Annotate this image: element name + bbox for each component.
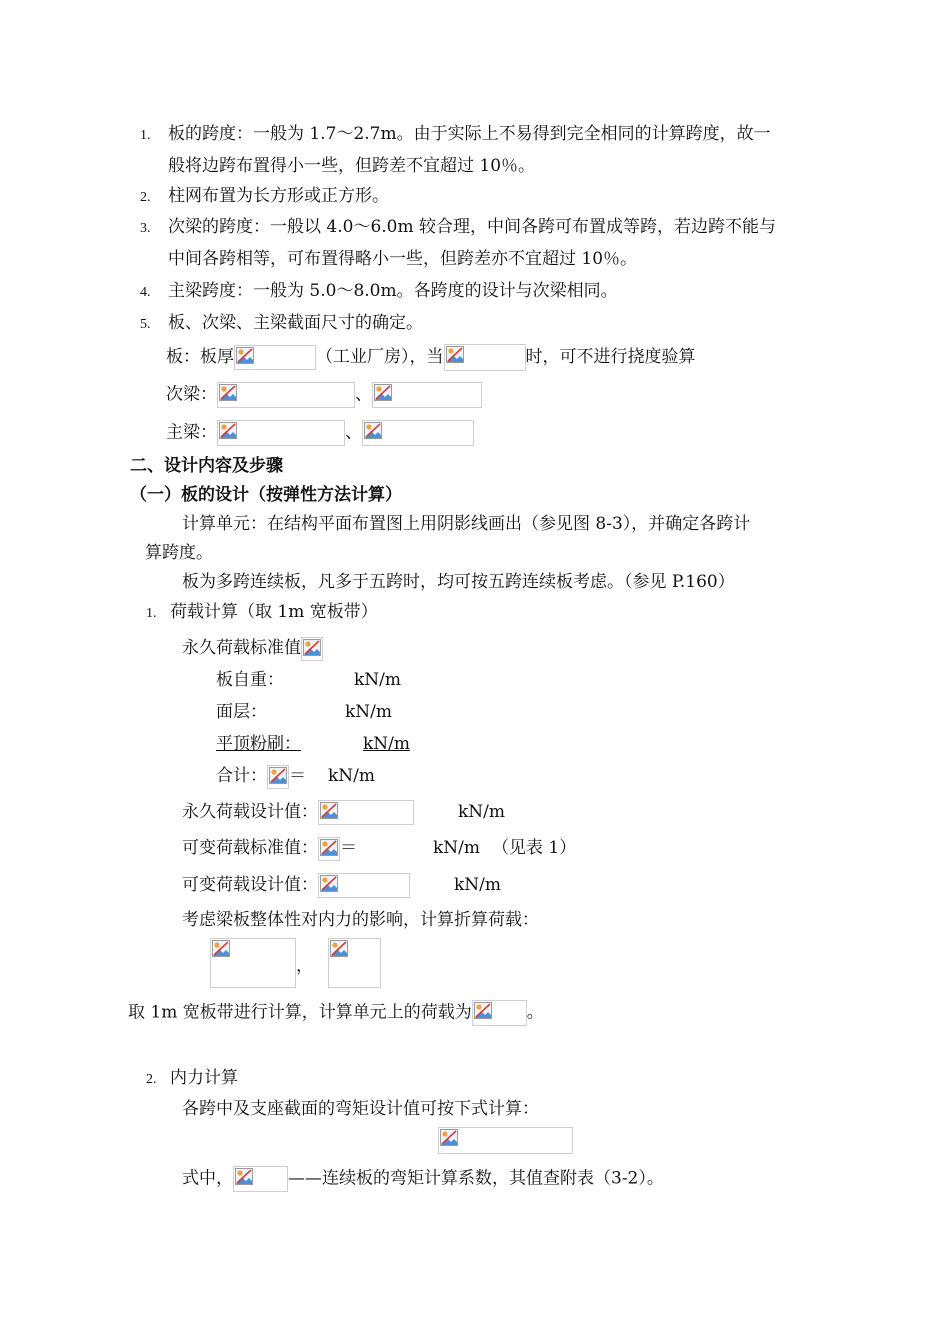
formula-image [301, 637, 323, 661]
label: 永久荷载标准值 [182, 638, 301, 658]
list-number: 3. [140, 221, 151, 236]
paragraph: 板为多跨连续板，凡多于五跨时，均可按五跨连续板考虑。（参见 P.160） [182, 572, 735, 592]
unit: kN/m [458, 802, 506, 822]
permanent-design-line [182, 800, 505, 825]
total-line [216, 764, 375, 789]
formula-image [318, 837, 340, 861]
broken-image-icon [235, 1168, 253, 1185]
paragraph: 各跨中及支座截面的弯矩设计值可按下式计算： [182, 1099, 539, 1119]
permanent-load-standard-line [182, 636, 323, 661]
formula-image [318, 800, 414, 825]
list-number: 1. [146, 606, 157, 621]
surface-label: 面层： [216, 702, 267, 722]
formula-image [267, 765, 289, 789]
separator: 、 [345, 422, 362, 443]
main-beam-label: 主梁： [166, 422, 217, 443]
formula-image [372, 382, 482, 408]
broken-image-icon [446, 346, 464, 363]
formula-image [438, 1127, 573, 1154]
list-item-text: 柱网布置为长方形或正方形。 [168, 186, 389, 206]
secondary-beam-line [166, 382, 482, 408]
broken-image-icon [219, 422, 237, 439]
broken-image-icon [320, 875, 338, 892]
table-note: （见表 1） [492, 838, 577, 858]
broken-image-icon [269, 767, 287, 784]
plate-mid: （工业厂房），当 [316, 347, 444, 367]
broken-image-icon [330, 940, 348, 957]
ceiling-line [216, 732, 415, 756]
broken-image-icon [303, 639, 321, 656]
broken-image-icon [320, 802, 338, 819]
secondary-beam-label: 次梁： [166, 384, 217, 405]
unit: kN/m [354, 670, 402, 690]
main-beam-line [166, 420, 474, 446]
step-title: 荷载计算（取 1m 宽板带） [170, 602, 378, 622]
list-item-text: 次梁的跨度：一般以 4.0～6.0m 较合理，中间各跨可布置成等跨，若边跨不能与 [168, 217, 776, 237]
broken-image-icon [219, 384, 237, 401]
take-1m-suffix: 。 [526, 1002, 544, 1023]
unit: kN/m [433, 838, 481, 858]
list-number: 1. [140, 128, 151, 143]
var-std-label: 可变荷载标准值： [182, 838, 318, 858]
variable-design-line [182, 873, 501, 898]
separator: 、 [355, 384, 372, 405]
take-1m-prefix: 取 1m 宽板带进行计算，计算单元上的荷载为 [128, 1002, 472, 1023]
list-item-text: 板的跨度：一般为 1.7～2.7m。由于实际上不易得到完全相同的计算跨度，故一 [168, 124, 771, 144]
subsection-heading: （一）板的设计（按弹性方法计算） [130, 485, 402, 505]
broken-image-icon [236, 347, 254, 364]
unit: kN/m [454, 875, 502, 895]
list-item-text: 主梁跨度：一般为 5.0～8.0m。各跨度的设计与次梁相同。 [168, 281, 618, 301]
formula-image [362, 420, 474, 446]
broken-image-icon [364, 422, 382, 439]
comma: ， [296, 956, 313, 976]
broken-image-icon [212, 940, 230, 957]
list-number: 4. [140, 285, 151, 300]
formula-image [472, 1000, 527, 1026]
plate-suffix: 时，可不进行挠度验算 [525, 347, 696, 367]
formula-image [318, 873, 410, 898]
formula-image [234, 345, 316, 370]
self-weight-label: 板自重： [216, 670, 284, 690]
unit: kN/m [328, 766, 376, 786]
unit: kN/m [345, 702, 393, 722]
formula-image [444, 344, 526, 371]
broken-image-icon [320, 839, 338, 856]
broken-image-icon [374, 384, 392, 401]
section-heading: 二、设计内容及步骤 [130, 456, 283, 476]
formula-image [328, 938, 381, 988]
plate-thickness-line [166, 344, 696, 371]
formula-note-suffix: ——连续板的弯矩计算系数，其值查附表（3-2）。 [288, 1168, 664, 1189]
formula-note-prefix: 式中， [182, 1168, 233, 1189]
perm-design-label: 永久荷载设计值： [182, 802, 318, 822]
take-1m-line [128, 1000, 544, 1026]
list-item-text: 般将边跨布置得小一些，但跨差不宜超过 10％。 [168, 156, 536, 176]
list-item-text: 板、次梁、主梁截面尺寸的确定。 [168, 313, 423, 333]
list-item-text: 中间各跨相等，可布置得略小一些，但跨差亦不宜超过 10％。 [168, 249, 638, 269]
broken-image-icon [440, 1129, 458, 1146]
plate-prefix: 板：板厚 [166, 347, 234, 367]
formula-image [217, 420, 345, 446]
paragraph: 考虑梁板整体性对内力的影响，计算折算荷载： [182, 910, 539, 930]
formula-image [210, 938, 296, 988]
formula-note-line [182, 1166, 664, 1192]
broken-image-icon [474, 1002, 492, 1019]
paragraph: 算跨度。 [145, 543, 213, 563]
ceiling-label: 平顶粉刷： [216, 734, 301, 754]
paragraph: 计算单元：在结构平面布置图上用阴影线画出（参见图 8-3），并确定各跨计 [182, 514, 751, 534]
total-label: 合计： [216, 766, 267, 786]
variable-standard-line [182, 836, 576, 861]
formula-image [233, 1166, 288, 1192]
equals: ＝ [340, 838, 357, 858]
formula-image [217, 382, 355, 408]
unit: kN/m [363, 734, 411, 754]
step-title: 内力计算 [170, 1068, 238, 1088]
list-number: 5. [140, 317, 151, 332]
list-number: 2. [146, 1072, 157, 1087]
var-design-label: 可变荷载设计值： [182, 875, 318, 895]
list-number: 2. [140, 190, 151, 205]
equals: ＝ [289, 766, 306, 786]
